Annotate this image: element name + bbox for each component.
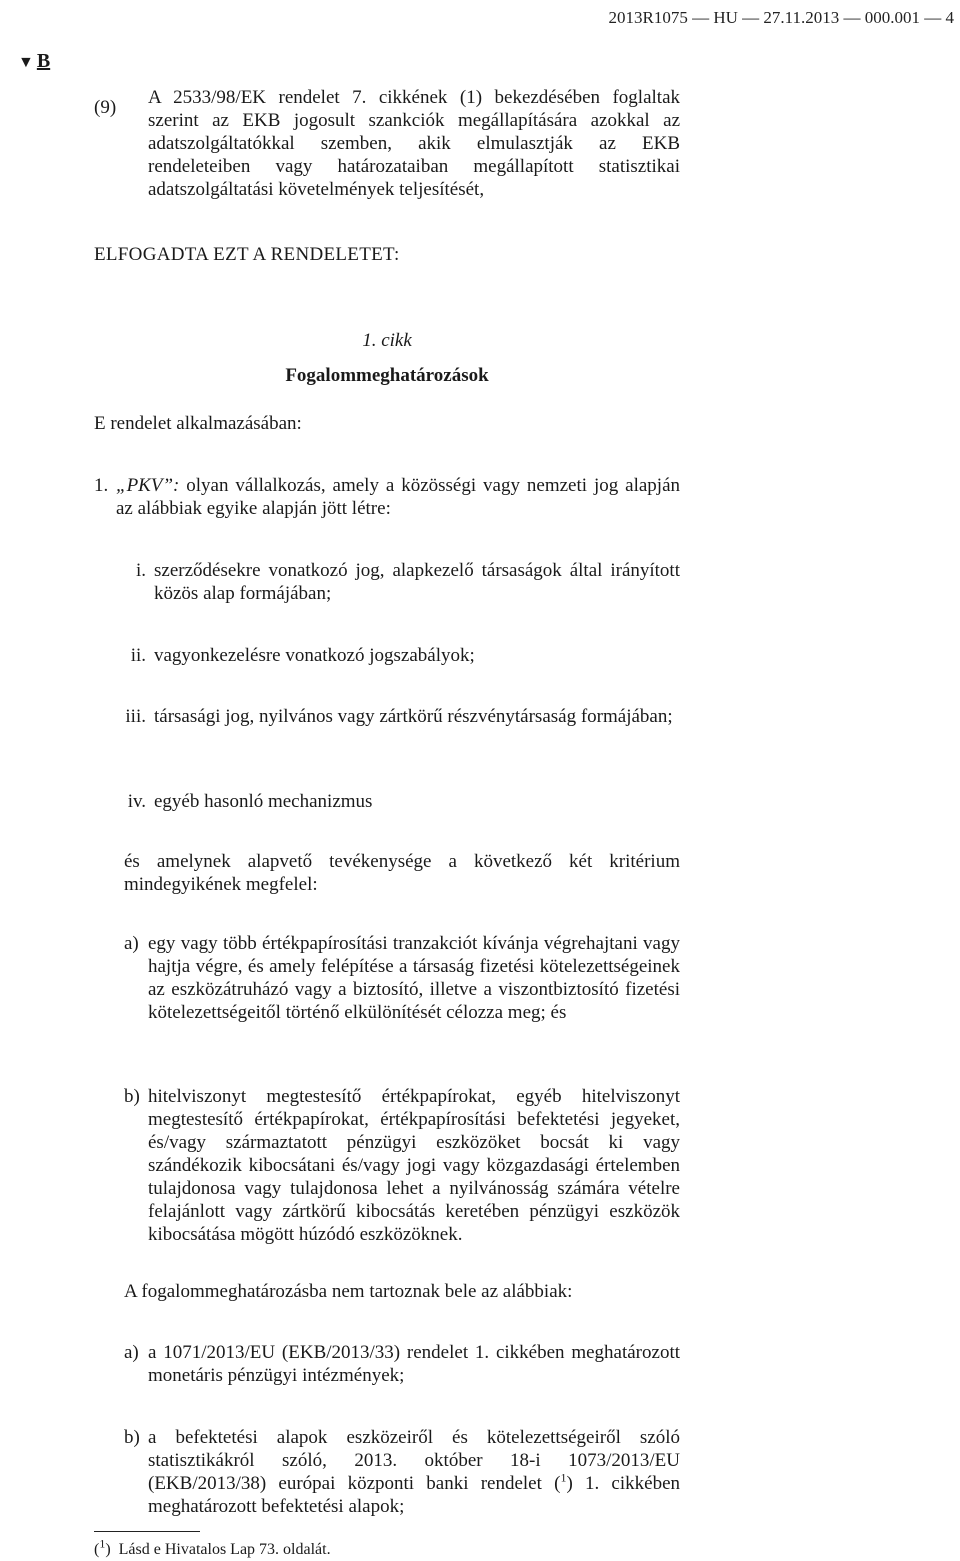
- form-label: iv.: [127, 791, 146, 812]
- adoption-formula: ELFOGADTA EZT A RENDELETET:: [94, 244, 400, 265]
- exclusion-label: a): [124, 1342, 139, 1363]
- footnote-mark: 1: [99, 1536, 106, 1551]
- footnote: [94, 1536, 331, 1560]
- form-item: egyéb hasonló mechanizmus: [154, 791, 373, 812]
- criterion-item: hitelviszonyt megtestesítő értékpapírokat, egyéb hitelviszonyt megtestesítő értékpapírokat, értékpapírosítási befektetési jegyeket, és/vagy származtatott pénzügyi eszközöket bocsát ki vagy szándékozik kibocsátani és/vagy jogi vagy közgazdasági értelemben tulajdonosa vagy tulajdonosa lehet a nyilvánosság számára vételre felajánlott vagy zártkörű kibocsátás keretében pénzügyi eszközök kibocsátása mögött húzódó eszközöknek.: [148, 1086, 680, 1245]
- form-label: iii.: [125, 706, 146, 727]
- exclusion-label: b): [124, 1427, 140, 1448]
- article-title: Fogalommeghatározások: [285, 365, 489, 386]
- article-number: 1. cikk: [362, 330, 412, 351]
- criterion-label: b): [124, 1086, 140, 1107]
- definition-text: [116, 474, 680, 520]
- exclusion-text: ) 1. cikkében meghatározott befektetési alapok;: [148, 1473, 681, 1517]
- definition-number: 1.: [94, 475, 109, 496]
- footnote-paren: ): [105, 1541, 111, 1558]
- recital-text: A 2533/98/EK rendelet 7. cikkének (1) bekezdésében foglaltak szerint az EKB jogosult szankciók megállapítására azokkal az adatszolgáltatókkal szemben, akik elmulasztják az EKB rendeleteiben vagy határozataiban megállapított statisztikai adatszolgáltatási követelmények teljesítését,: [148, 87, 680, 200]
- criterion-item: egy vagy több értékpapírosítási tranzakciót kívánja végrehajtani vagy hajtja végre, és amely felépítése a társaság fizetési kötelezettségeinek az eszközátruházó vagy a biztosító, illetve a viszontbiztosító fizetési kötelezettségeitől történő elkülönítését célozza meg; és: [148, 933, 680, 1023]
- recital-number: (9): [94, 97, 117, 118]
- amendment-marker: [18, 50, 50, 74]
- criterion-label: a): [124, 933, 139, 954]
- document-reference-header: 2013R1075 — HU — 27.11.2013 — 000.001 — 4: [608, 8, 954, 27]
- article-intro: E rendelet alkalmazásában:: [94, 413, 302, 434]
- down-triangle-icon: ▼: [18, 54, 34, 71]
- form-label: ii.: [130, 645, 146, 666]
- form-item: vagyonkezelésre vonatkozó jogszabályok;: [154, 645, 475, 666]
- footnote-text: Lásd e Hivatalos Lap 73. oldalát.: [118, 1541, 331, 1558]
- form-label: i.: [135, 560, 146, 581]
- criteria-intro: és amelynek alapvető tevékenysége a következő két kritérium mindegyikének megfelel:: [124, 851, 680, 895]
- exclusions-intro: A fogalommeghatározásba nem tartoznak bele az alábbiak:: [124, 1281, 573, 1302]
- footnote-paren: (: [94, 1541, 100, 1558]
- exclusion-item: [148, 1426, 680, 1518]
- exclusion-text: a befektetési alapok eszközeiről és kötelezettségeiről szóló statisztikákról szóló, 2013. október 18-i 1073/2013/EU (EKB/2013/38) európai központi banki rendelet (: [148, 1427, 680, 1494]
- marker-label: B: [36, 50, 51, 72]
- footnote-divider: [94, 1531, 200, 1532]
- definition-body: olyan vállalkozás, amely a közösségi vagy nemzeti jog alapján az alábbiak egyike alapján jött létre:: [116, 475, 681, 519]
- exclusion-item: a 1071/2013/EU (EKB/2013/33) rendelet 1. cikkében meghatározott monetáris pénzügyi intézmények;: [148, 1342, 680, 1386]
- form-item: társasági jog, nyilvános vagy zártkörű részvénytársaság formájában;: [154, 706, 673, 727]
- form-item: szerződésekre vonatkozó jog, alapkezelő társaságok által irányított közös alap formájában;: [154, 560, 680, 604]
- footnote-reference[interactable]: 1: [560, 1470, 567, 1485]
- defined-term: „PKV”:: [116, 475, 180, 496]
